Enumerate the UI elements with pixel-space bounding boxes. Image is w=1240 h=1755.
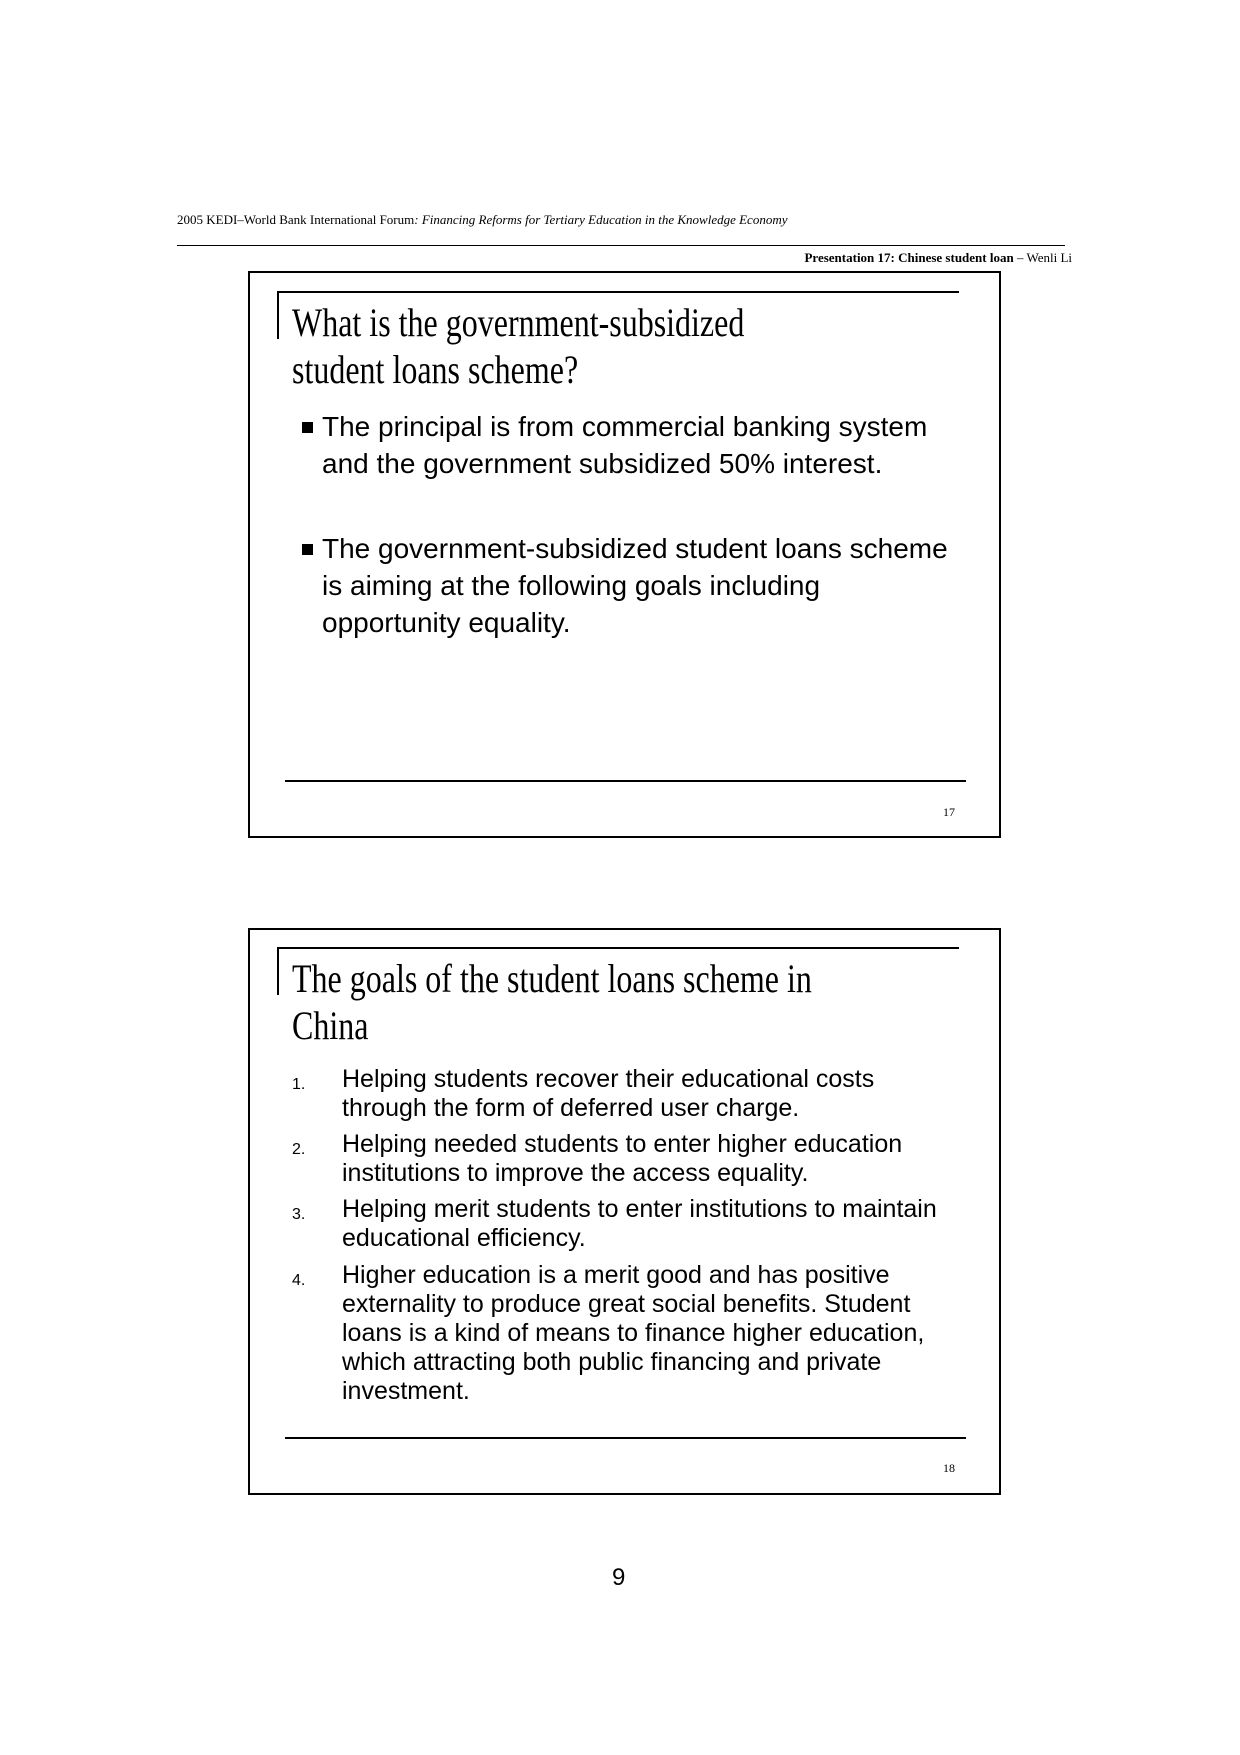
square-bullet-icon [302,422,313,433]
title-bracket-top [277,947,959,949]
bullet-item: The principal is from commercial banking system and the government subsidized 50% interest. [322,408,962,482]
title-bracket-top [277,291,959,293]
slide-number: 17 [943,805,955,819]
slide-title: The goals of the student loans scheme in China [292,956,812,1048]
square-bullet-icon [302,544,313,555]
forum-name: 2005 KEDI–World Bank International Forum [177,212,415,227]
slide-18 [248,928,1001,1495]
list-item: 3. Helping merit students to enter institutions to maintain educational efficiency. [292,1195,937,1252]
bullet-item: The government-subsidized student loans scheme is aiming at the following goals including opportunity equality. [322,530,962,641]
list-item: 1. Helping students recover their educational costs through the form of deferred user charge. [292,1065,875,1122]
footer-rule [285,1437,966,1439]
author-name: – Wenli Li [1013,250,1072,265]
title-bracket-left [277,947,279,995]
header-rule [177,245,1065,246]
slide-title: What is the government-subsidized student loans scheme? [292,300,745,392]
slide-number: 18 [943,1461,955,1475]
presentation-label [804,250,1072,266]
running-header [177,212,787,228]
slide-17 [248,271,1001,838]
list-item: 4. Higher education is a merit good and has positive externality to produce great social benefits. Student loans is a kind of means to finance higher education, which attracting both public financing and private investment. [292,1261,925,1405]
forum-subtitle: : Financing Reforms for Tertiary Education in the Knowledge Economy [414,212,788,227]
footer-rule [285,780,966,782]
presentation-title: Presentation 17: Chinese student loan [804,250,1014,265]
list-item: 2. Helping needed students to enter higher education institutions to improve the access equality. [292,1130,903,1187]
title-bracket-left [277,291,279,339]
page-number: 9 [612,1564,626,1591]
